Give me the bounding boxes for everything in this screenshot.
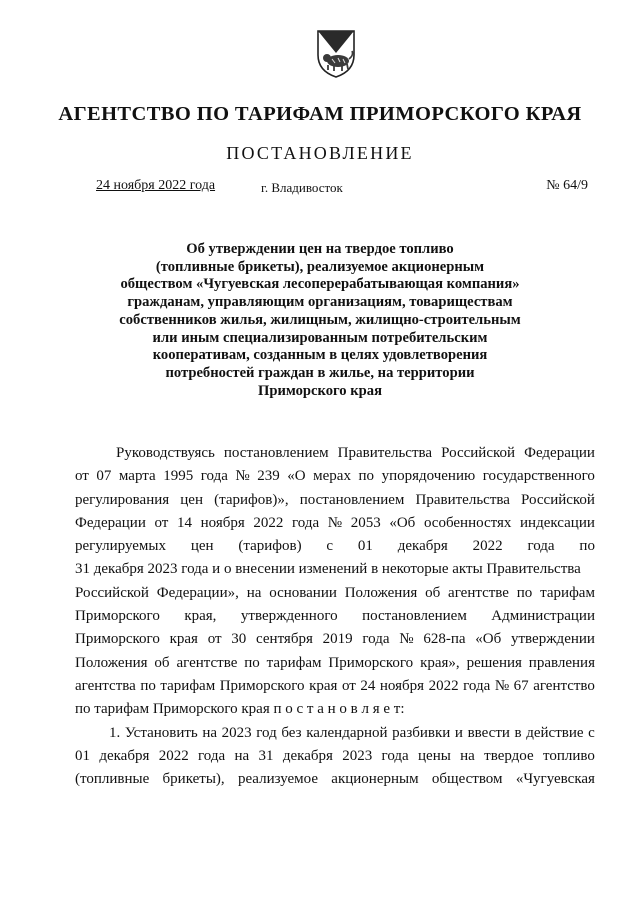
body-word: Приморского [75, 608, 160, 625]
body-word: года [200, 468, 228, 485]
body-word: 2022 [253, 514, 284, 531]
body-word: Правительства [415, 491, 510, 508]
body-word: календарной [306, 724, 388, 741]
body-word: 2022 [472, 538, 503, 555]
body-word: 2023 [221, 724, 252, 741]
body-word: Приморского [328, 654, 414, 671]
body-word: агентства [75, 677, 136, 694]
body-word: года [463, 677, 491, 694]
body-word: цен [180, 491, 203, 508]
body-line [75, 628, 595, 651]
body-word: года [198, 747, 226, 764]
body-word: края [169, 631, 198, 648]
body-word: от [207, 631, 222, 648]
body-word: основании [269, 584, 337, 601]
body-word: «О [287, 468, 306, 485]
body-word: 07 [96, 468, 112, 485]
body-word: агентстве [448, 584, 509, 601]
body-line [75, 745, 595, 768]
body-word: тарифам [540, 584, 595, 601]
body-line [75, 698, 595, 721]
body-word: реализуемое [237, 771, 318, 788]
body-word: индексации [520, 514, 595, 531]
body-word: упорядочению [381, 468, 476, 485]
body-word: от [341, 677, 356, 694]
body-word: 1995 [163, 468, 194, 485]
body-word: Федерации [75, 514, 146, 531]
document-city: г. Владивосток [261, 180, 343, 195]
body-word: «Об [389, 514, 416, 531]
body-word: постановлением [223, 445, 329, 461]
body-word: на [460, 747, 475, 764]
title-line: Об утверждении цен на твердое топливо [186, 241, 454, 257]
body-word: 2053 [350, 514, 381, 531]
coat-of-arms-emblem [314, 25, 358, 79]
body-word: 2023 [342, 747, 373, 764]
body-word: брикеты), [162, 771, 225, 788]
body-word: 30 [231, 631, 247, 648]
body-word: 01 [75, 747, 90, 764]
body-word: Приморского [219, 677, 305, 694]
body-word: ноября [379, 677, 425, 694]
body-word: Российской [441, 445, 516, 461]
body-word: об [425, 584, 441, 601]
body-word: топливо [542, 747, 595, 764]
body-word: «Об [475, 631, 502, 648]
body-word: на [246, 584, 262, 601]
body-word: № [399, 631, 414, 648]
body-word: № [494, 677, 510, 694]
body-word: Федерации», [156, 584, 239, 601]
body-word: Приморского [75, 631, 160, 648]
body-line [75, 512, 595, 535]
body-line [75, 675, 595, 698]
body-word: 01 [357, 538, 373, 555]
body-word: края», [420, 654, 460, 671]
body-word: правления [528, 654, 595, 671]
body-word: 2022 [158, 747, 189, 764]
body-word: утвержденного [240, 608, 338, 625]
body-line [75, 558, 595, 581]
agency-name: АГЕНТСТВО ПО ТАРИФАМ ПРИМОРСКОГО КРАЯ [58, 103, 582, 125]
body-word: «Чугуевская [515, 771, 595, 788]
body-word: и [454, 724, 463, 741]
body-word: 2019 [322, 631, 353, 648]
body-word: 31 [258, 747, 274, 764]
body-word: по [579, 538, 595, 555]
body-word: с [326, 538, 334, 555]
body-word: на [234, 747, 250, 764]
body-word: сентября [256, 631, 313, 648]
body-word: обществом [431, 771, 503, 788]
body-line [75, 605, 595, 628]
body-word: декабря [99, 747, 150, 764]
body-word: Российской [75, 584, 149, 601]
body-line [75, 465, 595, 488]
body-word: года [292, 514, 320, 531]
body-word: регулируемых [75, 538, 166, 555]
body-word: года [362, 631, 390, 648]
title-line: (топливные брикеты), реализуемое акционерным [155, 258, 485, 275]
body-word: края [309, 677, 338, 694]
body-word: по [516, 584, 533, 601]
title-line: Приморского края [258, 382, 382, 399]
body-word: края, [184, 608, 217, 625]
body-word: без [281, 724, 302, 741]
title-line: обществом «Чугуевская лесоперерабатывающая компания» [120, 276, 520, 293]
body-word: год [256, 724, 277, 741]
body-word: по [140, 677, 156, 694]
body-word: на [202, 724, 218, 741]
body-line [75, 768, 595, 791]
body-word: (топливные [75, 771, 150, 788]
body-word: 1. [109, 724, 121, 741]
title-line: кооперативам, созданным в целях удовлетворения [152, 347, 488, 364]
body-word: Правительства [337, 445, 433, 461]
body-word: утверждении [510, 631, 595, 648]
body-word: 67 [513, 677, 529, 694]
body-word: марта [118, 468, 156, 485]
body-word: Положения [344, 584, 418, 601]
body-word: решения [466, 654, 522, 671]
body-word: Федерации [524, 445, 595, 461]
document-type: ПОСТАНОВЛЕНИЕ [226, 143, 414, 163]
document-body [75, 442, 595, 791]
body-word: (тарифов) [238, 538, 302, 555]
body-word: Руководствуясь [116, 445, 215, 461]
body-word: (тарифов)», [214, 491, 289, 508]
body-word: Установить [124, 724, 198, 741]
title-line: потребностей граждан в жилье, на территории [165, 364, 475, 381]
document-number: № 64/9 [546, 178, 588, 193]
body-line [75, 582, 595, 605]
body-word: № [327, 514, 343, 531]
body-line [75, 489, 595, 512]
document-title [90, 241, 550, 400]
body-line [75, 722, 595, 745]
body-word: цены [418, 747, 451, 764]
body-word: разбивки [392, 724, 451, 741]
body-word: по [244, 654, 260, 671]
body-word: мерах [313, 468, 351, 485]
body-word: тарифам [160, 677, 216, 694]
body-word: Российской [521, 491, 595, 508]
body-word: постановлением [299, 491, 405, 508]
body-line [75, 535, 595, 558]
title-line: или иным специализированным потребительским [152, 329, 488, 346]
body-word: действие [526, 724, 584, 741]
body-word: года [527, 538, 555, 555]
body-word: особенностях [423, 514, 512, 531]
body-word: об [154, 654, 170, 671]
body-line [75, 442, 595, 465]
body-word: государственного [482, 468, 595, 485]
body-word: декабря [397, 538, 448, 555]
body-word: агентстве [176, 654, 238, 671]
body-word: 31 декабря 2023 года и о внесении изменений в некоторые акты Правительства [75, 561, 581, 578]
title-line: собственников жилья, жилищным, жилищно-строительным [119, 311, 521, 328]
body-word: по [358, 468, 375, 485]
body-word: в [514, 724, 522, 741]
body-word: ноября [200, 514, 245, 531]
body-line [75, 652, 595, 675]
body-word: 2022 [428, 677, 459, 694]
body-word: твердое [484, 747, 534, 764]
body-word: постановлением [362, 608, 467, 625]
body-word: декабря [282, 747, 333, 764]
body-word: агентство [533, 677, 595, 694]
body-word: тарифам [266, 654, 322, 671]
body-word: от [75, 468, 89, 485]
body-word: с [588, 724, 595, 741]
body-word: акционерным [331, 771, 419, 788]
body-word: 24 [360, 677, 376, 694]
body-word: от [154, 514, 169, 531]
body-word: года [381, 747, 409, 764]
body-word: по тарифам Приморского края п о с т а н о в л я е т: [75, 701, 405, 718]
body-word: 239 [257, 468, 280, 485]
body-word: ввести [467, 724, 510, 741]
document-date: 24 ноября 2022 года [96, 178, 216, 193]
body-word: Администрации [491, 608, 595, 625]
body-word: 628-па [423, 631, 466, 648]
body-word: № [235, 468, 250, 485]
title-line: гражданам, управляющим организациям, товариществам [127, 294, 513, 311]
body-word: цен [190, 538, 214, 555]
body-word: 14 [176, 514, 192, 531]
body-word: регулирования [75, 491, 170, 508]
body-word: Положения [75, 654, 148, 671]
